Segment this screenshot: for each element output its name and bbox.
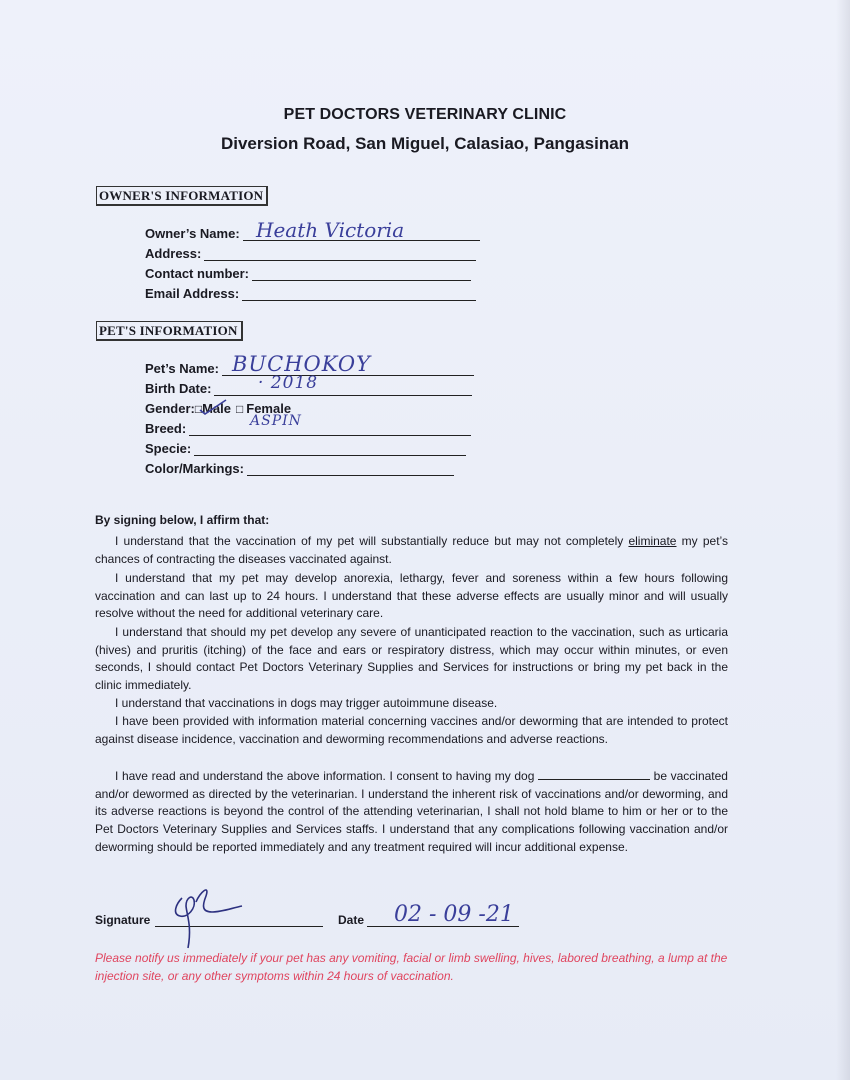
affirmation-paragraph-2: I understand that my pet may develop anorexia, lethargy, fever and soreness within a few hours following vaccination and can last up to 24 hours. I understand that these adverse effects are usually minor and will usually resolve without the need for additional veterinary care.	[95, 571, 728, 621]
male-checkbox[interactable]: □	[194, 402, 203, 416]
owner-email-field	[145, 286, 476, 301]
color-markings-line[interactable]	[247, 463, 454, 476]
owner-address-line[interactable]	[204, 248, 476, 261]
owner-contact-field	[145, 266, 471, 281]
birth-date-label: Birth Date:	[145, 381, 212, 396]
gender-label: Gender:	[145, 401, 195, 416]
pet-name-label: Pet’s Name:	[145, 361, 219, 376]
breed-label: Breed:	[145, 421, 187, 436]
pet-name-value: BUCHOKOY	[232, 352, 371, 376]
breed-value: ASPIN	[250, 413, 302, 429]
p6-text-before: I have read and understand the above information. I consent to having my dog	[115, 769, 539, 783]
date-value: 02 - 09 -21	[394, 902, 514, 927]
clinic-name: PET DOCTORS VETERINARY CLINIC	[283, 106, 567, 123]
page-edge-shadow	[836, 0, 850, 1080]
date-label: Date	[338, 913, 365, 927]
color-markings-label: Color/Markings:	[145, 461, 244, 476]
affirmation-paragraph-3: I understand that should my pet develop any severe of unanticipated reaction to the vaccination, such as urticaria (hives) and pruritis (itching) of the face and ears or respiratory distress, which may occur within minutes, or even seconds, I should contact Pet Doctors Veterinary Supplies and Services for instructions or bring my pet back in the clinic immediately.	[95, 625, 728, 693]
female-checkbox[interactable]: □	[236, 402, 244, 416]
specie-line[interactable]	[194, 443, 466, 456]
specie-field	[145, 441, 466, 456]
owner-email-line[interactable]	[242, 288, 476, 301]
owner-address-label: Address:	[145, 246, 202, 261]
affirmation-paragraph-1	[95, 533, 728, 568]
affirmation-heading: By signing below, I affirm that:	[95, 513, 270, 527]
gender-female-label: Female	[246, 401, 292, 416]
p1-text-after: my pet’s chances of contracting the diseases vaccinated against.	[95, 534, 728, 566]
p6-text-after: be vaccinated and/or dewormed as directed by the veterinarian. I understand the inherent risk of vaccinations and/or deworming, and its adverse reactions is beyond the control of the attending veterinarian, I shall not hold blame to him or her or to the Pet Doctors Veterinary Supplies and Services staffs. I understand that any complications following vaccination and/or deworming should be reported immediately and any treatment required will incur additional expense.	[95, 769, 728, 854]
signature-label: Signature	[95, 913, 151, 927]
p1-text-before: I understand that the vaccination of my pet will substantially reduce but may not completely	[115, 534, 629, 548]
color-markings-field	[145, 461, 454, 476]
specie-label: Specie:	[145, 441, 192, 456]
p1-underlined-word: eliminate	[628, 534, 677, 548]
owner-name-value: Heath Victoria	[256, 218, 405, 242]
pet-section-heading: PET'S INFORMATION	[96, 321, 243, 341]
affirmation-paragraph-5: I have been provided with information material concerning vaccines and/or deworming that are intended to protect against disease incidence, vaccination and deworming recommendations and adverse reactions.	[95, 714, 728, 746]
affirmation-paragraph-6	[95, 768, 728, 857]
breed-field	[145, 421, 471, 436]
owner-contact-line[interactable]	[252, 268, 471, 281]
dog-name-blank[interactable]	[538, 770, 650, 780]
owner-name-label: Owner’s Name:	[145, 226, 240, 241]
male-checkmark-icon	[198, 398, 228, 416]
symptom-notice: Please notify us immediately if your pet has any vomiting, facial or limb swelling, hives, labored breathing, a lump at the injection site, or any other symptoms within 24 hours of vaccination.	[95, 951, 728, 983]
owner-address-field	[145, 246, 476, 261]
birth-date-line[interactable]	[214, 383, 472, 396]
signature-mark	[166, 882, 246, 952]
clinic-address: Diversion Road, San Miguel, Calasiao, Pangasinan	[220, 134, 630, 153]
breed-line[interactable]	[189, 423, 471, 436]
affirmation-paragraph-4: I understand that vaccinations in dogs may trigger autoimmune disease.	[115, 696, 498, 710]
gender-male-label: Male	[202, 401, 231, 416]
owner-email-label: Email Address:	[145, 286, 240, 301]
owner-section-heading: OWNER'S INFORMATION	[96, 186, 268, 206]
birth-date-value: · 2018	[258, 373, 319, 393]
owner-contact-label: Contact number:	[145, 266, 249, 281]
